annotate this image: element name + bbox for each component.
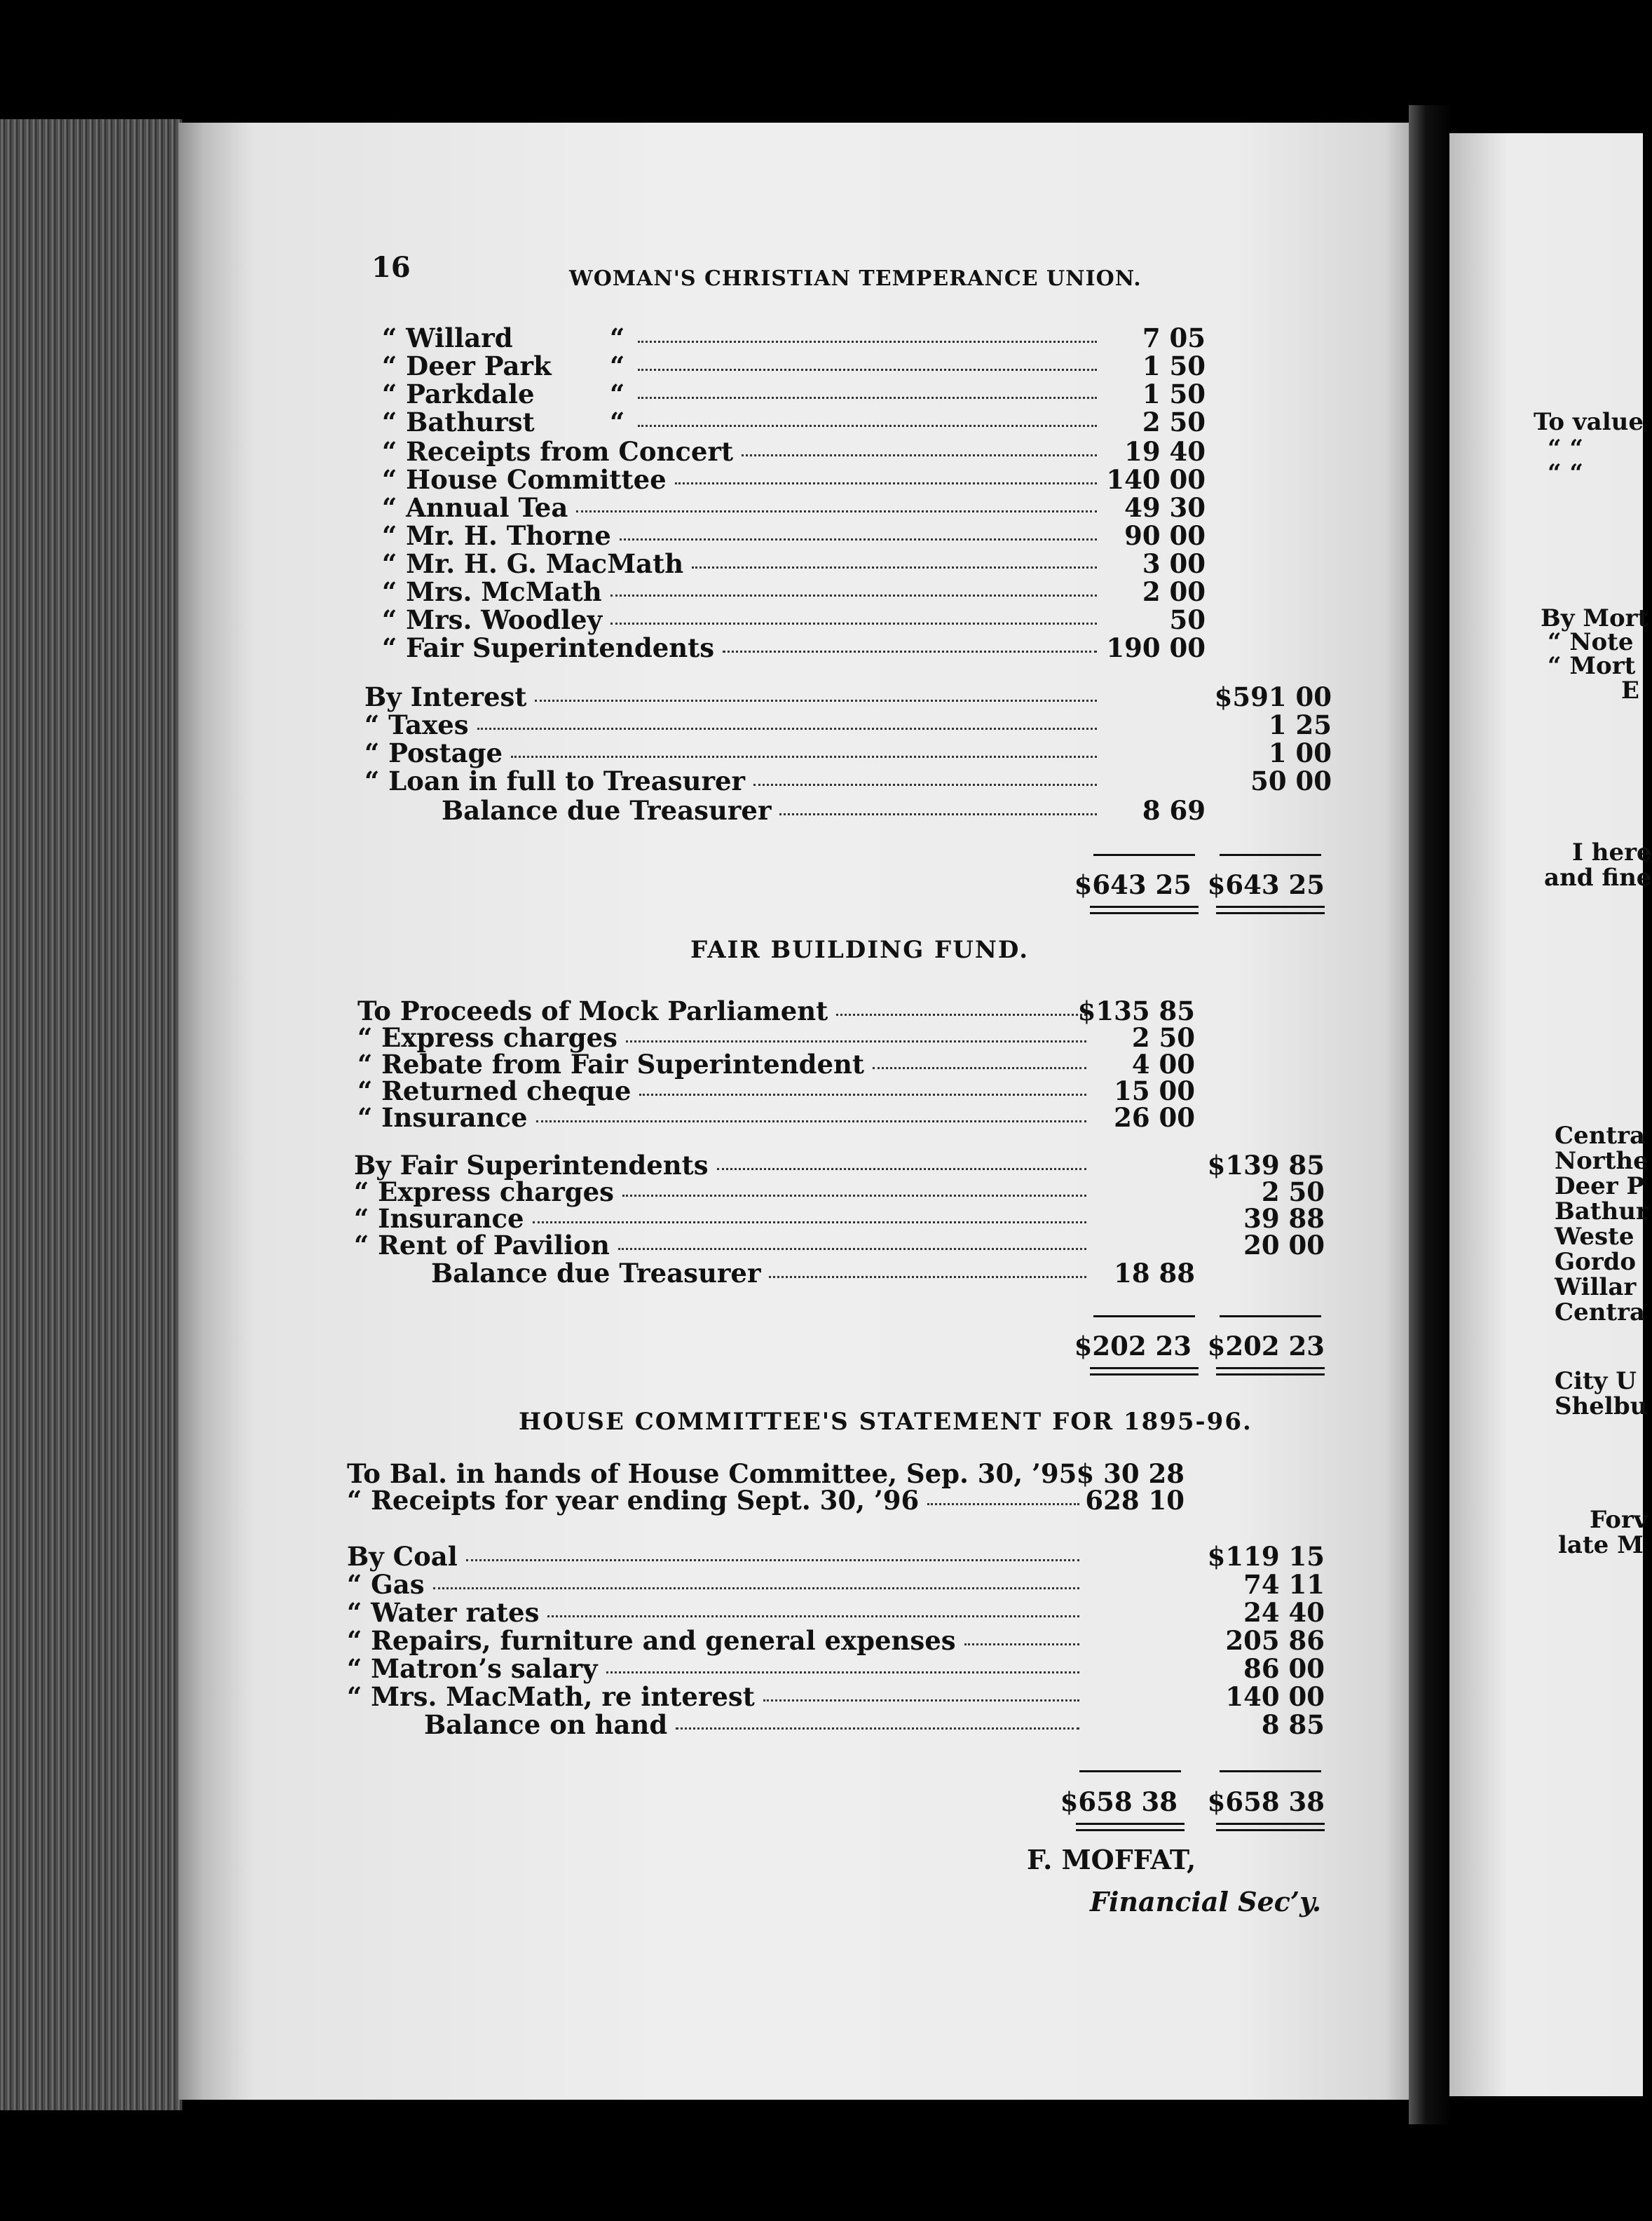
leader-dots xyxy=(723,651,1097,653)
leader-dots xyxy=(533,1221,1086,1223)
ledger-row xyxy=(364,766,1093,794)
sum-rule xyxy=(1093,854,1195,856)
leader-dots xyxy=(692,566,1097,569)
amount-column-1: 49 30 xyxy=(1124,492,1206,523)
total-double-rule xyxy=(1090,906,1199,914)
amount-column-2: $139 85 xyxy=(1207,1150,1325,1181)
ledger-row-label: “ Repairs, furniture and general expenses xyxy=(347,1625,956,1656)
ledger-row-label: “ Water rates xyxy=(347,1597,540,1628)
ledger-row-label: “ Rent of Pavilion xyxy=(354,1230,610,1261)
ledger-row-ditto: “ xyxy=(610,351,625,381)
leader-dots xyxy=(626,1040,1086,1042)
ledger-row-ditto: “ xyxy=(610,407,625,437)
amount-column-1: 26 00 xyxy=(1114,1102,1195,1133)
ledger-row xyxy=(382,407,1093,435)
right-page-text: “ Mort xyxy=(1548,652,1636,680)
ledger-row xyxy=(347,1681,1093,1712)
leader-dots xyxy=(769,1276,1086,1278)
right-page-text: By Mort xyxy=(1541,604,1649,632)
right-page-text: Shelbu xyxy=(1555,1392,1648,1420)
ledger-row-label: By Fair Superintendents xyxy=(354,1150,709,1181)
leader-dots xyxy=(477,728,1097,730)
ledger-row-label: “ Fair Superintendents xyxy=(382,632,715,663)
ledger-row-label: “ Mrs. MacMath, re interest xyxy=(347,1681,755,1712)
leader-dots xyxy=(576,510,1097,512)
ledger-row-label: “ Mr. H. G. MacMath xyxy=(382,548,684,579)
amount-column-1: 90 00 xyxy=(1124,520,1206,551)
total-amount: $643 25 xyxy=(1207,869,1325,900)
right-page-text: “ “ xyxy=(1548,459,1583,487)
ledger-row xyxy=(431,1258,1093,1289)
total-amount: $643 25 xyxy=(1074,869,1192,900)
leader-dots xyxy=(779,813,1097,815)
ledger-row-label: “ Receipts from Concert xyxy=(382,436,734,467)
ledger-row xyxy=(424,1709,1093,1740)
leader-dots xyxy=(639,1094,1086,1096)
amount-column-2: 24 40 xyxy=(1243,1597,1325,1628)
ledger-row xyxy=(382,492,1093,523)
amount-column-1: 140 00 xyxy=(1106,464,1206,495)
sum-rule xyxy=(1220,1770,1321,1772)
ledger-row xyxy=(382,632,1093,663)
ledger-row-label: “ House Committee xyxy=(382,464,667,495)
ledger-row-label: By Coal xyxy=(347,1541,458,1572)
right-page-text: “ Note xyxy=(1548,628,1634,656)
ledger-row-label: “ Mrs. Woodley xyxy=(382,604,603,635)
amount-column-2: $591 00 xyxy=(1214,681,1332,712)
book-gutter xyxy=(1409,105,1451,2124)
leader-dots xyxy=(753,784,1097,786)
amount-column-2: 2 50 xyxy=(1261,1176,1325,1207)
leader-dots xyxy=(610,623,1097,625)
ledger-row xyxy=(354,1150,1093,1181)
ledger-row-label: “ Postage xyxy=(364,738,503,768)
amount-column-2: 74 11 xyxy=(1243,1569,1325,1600)
ledger-row xyxy=(382,548,1093,579)
ledger-row xyxy=(347,1653,1093,1684)
leader-dots xyxy=(638,369,1097,371)
ledger-row-label: To Bal. in hands of House Committee, Sep. 30, ’95 xyxy=(347,1458,1077,1489)
leader-dots xyxy=(638,397,1097,399)
ledger-row xyxy=(354,1176,1093,1207)
ledger-row xyxy=(354,1203,1093,1234)
total-double-rule xyxy=(1216,1823,1325,1831)
signature-name: F. MOFFAT, xyxy=(1027,1844,1196,1875)
leader-dots xyxy=(536,1120,1086,1122)
leader-dots xyxy=(638,341,1097,343)
right-page-text: I here xyxy=(1572,838,1652,867)
amount-column-1: 1 50 xyxy=(1142,351,1206,381)
ledger-row-label: By Interest xyxy=(364,681,527,712)
leader-dots xyxy=(836,1014,1086,1016)
ledger-row-label: “ Insurance xyxy=(354,1203,524,1234)
ledger-row xyxy=(442,795,1093,826)
right-page-text: Gordo xyxy=(1555,1248,1637,1276)
ledger-row xyxy=(364,709,1093,738)
ledger-row-label: “ Parkdale xyxy=(382,379,535,409)
amount-column-1: $ 30 28 xyxy=(1076,1458,1185,1489)
ledger-row-label: Balance on hand xyxy=(424,1709,668,1740)
total-amount: $202 23 xyxy=(1074,1331,1192,1361)
ledger-row-label: “ Taxes xyxy=(364,709,469,740)
ledger-row xyxy=(382,520,1093,551)
ledger-row xyxy=(357,1049,1093,1080)
amount-column-1: 4 00 xyxy=(1131,1049,1195,1080)
ledger-row-label: “ Bathurst xyxy=(382,407,535,437)
amount-column-2: 1 00 xyxy=(1268,738,1332,768)
ledger-row xyxy=(354,1230,1093,1261)
amount-column-2: 205 86 xyxy=(1225,1625,1325,1656)
ledger-row-label: “ Express charges xyxy=(354,1176,615,1207)
right-page-text: Forv xyxy=(1590,1506,1648,1534)
running-title: WOMAN'S CHRISTIAN TEMPERANCE UNION. xyxy=(569,266,1142,291)
total-double-rule xyxy=(1090,1367,1199,1376)
right-page-text: To value xyxy=(1534,408,1644,436)
amount-column-2: 8 85 xyxy=(1261,1709,1325,1740)
leader-dots xyxy=(675,482,1097,484)
ledger-row-label: “ Deer Park xyxy=(382,351,552,381)
leader-dots xyxy=(763,1699,1079,1702)
leader-dots xyxy=(638,425,1097,427)
leader-dots xyxy=(717,1168,1086,1170)
ledger-row-ditto: “ xyxy=(610,322,625,353)
ledger-row-label: “ Willard xyxy=(382,322,513,353)
total-double-rule xyxy=(1216,906,1325,914)
ledger-row-label: “ Mr. H. Thorne xyxy=(382,520,611,551)
amount-column-1: 50 xyxy=(1169,604,1206,635)
right-page-text: and fine xyxy=(1544,864,1652,892)
amount-column-1: 7 05 xyxy=(1142,322,1206,353)
right-page xyxy=(1449,133,1652,2096)
ledger-row-label: To Proceeds of Mock Parliament xyxy=(357,996,828,1026)
right-page-text: “ “ xyxy=(1548,435,1583,463)
ledger-row-label: Balance due Treasurer xyxy=(442,795,772,826)
leader-dots xyxy=(511,756,1097,758)
right-page-text: Centra xyxy=(1555,1298,1646,1326)
total-double-rule xyxy=(1076,1823,1185,1831)
ledger-row-label: “ Express charges xyxy=(357,1022,618,1053)
ledger-row xyxy=(347,1597,1093,1628)
ledger-row-label: “ Rebate from Fair Superintendent xyxy=(357,1049,864,1080)
ledger-row xyxy=(357,996,1093,1024)
right-page-text: Weste xyxy=(1555,1223,1634,1251)
total-amount: $202 23 xyxy=(1207,1331,1325,1361)
total-double-rule xyxy=(1216,1367,1325,1376)
right-page-text: Centra xyxy=(1555,1122,1646,1150)
ledger-row xyxy=(382,464,1093,495)
leader-dots xyxy=(535,700,1097,702)
right-page-text: City U xyxy=(1555,1367,1637,1395)
page-number: 16 xyxy=(371,251,411,284)
ledger-row-label: “ Loan in full to Treasurer xyxy=(364,766,746,796)
amount-column-2: 39 88 xyxy=(1243,1203,1325,1234)
ledger-row xyxy=(382,436,1093,467)
leader-dots xyxy=(610,595,1097,597)
leader-dots xyxy=(742,454,1097,456)
total-amount: $658 38 xyxy=(1207,1786,1325,1817)
right-page-text: late M xyxy=(1558,1531,1644,1559)
house-committee-heading: HOUSE COMMITTEE'S STATEMENT FOR 1895-96. xyxy=(519,1408,1252,1436)
amount-column-1: 3 00 xyxy=(1142,548,1206,579)
amount-column-2: 20 00 xyxy=(1243,1230,1325,1261)
leader-dots xyxy=(620,538,1097,541)
leader-dots xyxy=(466,1559,1079,1561)
amount-column-2: 1 25 xyxy=(1268,709,1332,740)
ledger-row xyxy=(382,576,1093,607)
right-page-text: Bathur xyxy=(1555,1197,1648,1225)
ledger-row-label: “ Returned cheque xyxy=(357,1075,632,1106)
amount-column-1: 1 50 xyxy=(1142,379,1206,409)
book-page-edges xyxy=(0,119,182,2110)
ledger-row xyxy=(347,1625,1093,1656)
amount-column-1: 190 00 xyxy=(1106,632,1206,663)
ledger-row xyxy=(382,604,1093,635)
amount-column-1: 18 88 xyxy=(1114,1258,1195,1289)
right-page-text: E xyxy=(1621,677,1639,705)
amount-column-1: 8 69 xyxy=(1142,795,1206,826)
leader-dots xyxy=(547,1615,1079,1617)
ledger-row xyxy=(382,379,1093,407)
leader-dots xyxy=(676,1727,1079,1730)
ledger-row-label: “ Insurance xyxy=(357,1102,528,1133)
ledger-row xyxy=(347,1541,1093,1572)
ledger-row-label: “ Annual Tea xyxy=(382,492,568,523)
total-amount: $658 38 xyxy=(1060,1786,1177,1817)
right-page-text: Deer P xyxy=(1555,1172,1645,1200)
ledger-row xyxy=(364,738,1093,766)
amount-column-1: 2 50 xyxy=(1131,1022,1195,1053)
ledger-row xyxy=(357,1102,1093,1133)
amount-column-1: 19 40 xyxy=(1124,436,1206,467)
ledger-row-label: “ Receipts for year ending Sept. 30, ’96 xyxy=(347,1485,920,1516)
leader-dots xyxy=(622,1195,1086,1197)
fair-fund-heading: FAIR BUILDING FUND. xyxy=(690,936,1030,964)
signature-title: Financial Sec’y. xyxy=(1090,1886,1322,1917)
ledger-row-label: “ Mrs. McMath xyxy=(382,576,602,607)
amount-column-2: 50 00 xyxy=(1250,766,1332,796)
amount-column-1: 15 00 xyxy=(1114,1075,1195,1106)
right-page-text: Northe xyxy=(1555,1147,1648,1175)
ledger-row xyxy=(347,1569,1093,1600)
ledger-row xyxy=(347,1458,1093,1489)
ledger-row xyxy=(357,1022,1093,1053)
amount-column-2: 86 00 xyxy=(1243,1653,1325,1684)
amount-column-2: 140 00 xyxy=(1225,1681,1325,1712)
ledger-row xyxy=(364,681,1093,712)
sum-rule xyxy=(1093,1315,1195,1317)
amount-column-2: $119 15 xyxy=(1207,1541,1325,1572)
ledger-row-ditto: “ xyxy=(610,379,625,409)
amount-column-1: 628 10 xyxy=(1085,1485,1185,1516)
ledger-row xyxy=(357,1075,1093,1106)
amount-column-1: $135 85 xyxy=(1077,996,1195,1026)
leader-dots xyxy=(606,1671,1079,1673)
ledger-row-label: “ Matron’s salary xyxy=(347,1653,598,1684)
ledger-row xyxy=(382,351,1093,379)
amount-column-1: 2 50 xyxy=(1142,407,1206,437)
right-page-text: Willar xyxy=(1555,1273,1637,1301)
ledger-row xyxy=(382,322,1093,351)
ledger-row xyxy=(347,1485,1093,1516)
ledger-row-label: Balance due Treasurer xyxy=(431,1258,761,1289)
sum-rule xyxy=(1220,854,1321,856)
sum-rule xyxy=(1220,1315,1321,1317)
leader-dots xyxy=(618,1248,1086,1250)
leader-dots xyxy=(433,1587,1079,1589)
amount-column-1: 2 00 xyxy=(1142,576,1206,607)
sum-rule xyxy=(1079,1770,1181,1772)
ledger-row-label: “ Gas xyxy=(347,1569,425,1600)
